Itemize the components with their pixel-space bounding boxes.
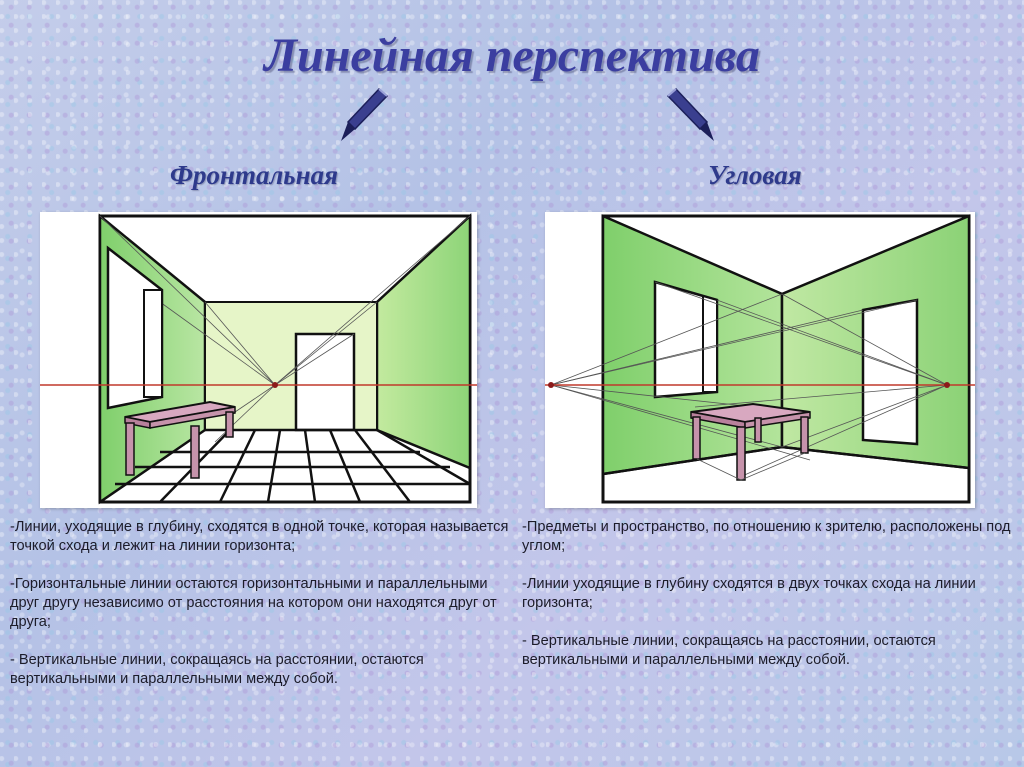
frontal-point-3: - Вертикальные линии, сокращаясь на расстоянии, остаются вертикальными и параллельными между собой.: [10, 652, 424, 687]
pencil-arrow-icon-right: [662, 85, 722, 150]
angular-point-3: - Вертикальные линии, сокращаясь на расстоянии, остаются вертикальными и параллельными между собой.: [522, 633, 936, 668]
angular-heading: Угловая: [708, 160, 802, 190]
angular-point-2: -Линии уходящие в глубину сходятся в двух точках схода на линии горизонта;: [522, 576, 976, 611]
frontal-description: [10, 518, 510, 708]
angular-description: [522, 518, 1022, 689]
frontal-heading: Фронтальная: [170, 160, 339, 190]
pencil-arrow-icon-left: [335, 85, 395, 150]
frontal-perspective-drawing: [40, 212, 477, 508]
frontal-point-2: -Горизонтальные линии остаются горизонтальными и параллельными друг другу независимо от расстояния на котором они находятся друг от друга;: [10, 576, 497, 630]
angular-perspective-drawing: [545, 212, 975, 508]
angular-point-1: -Предметы и пространство, по отношению к зрителю, расположены под углом;: [522, 519, 1011, 554]
frontal-point-1: -Линии, уходящие в глубину, сходятся в одной точке, которая называется точкой схода и лежит на линии горизонта;: [10, 519, 509, 554]
page-title: Линейная перспектива: [264, 29, 760, 82]
